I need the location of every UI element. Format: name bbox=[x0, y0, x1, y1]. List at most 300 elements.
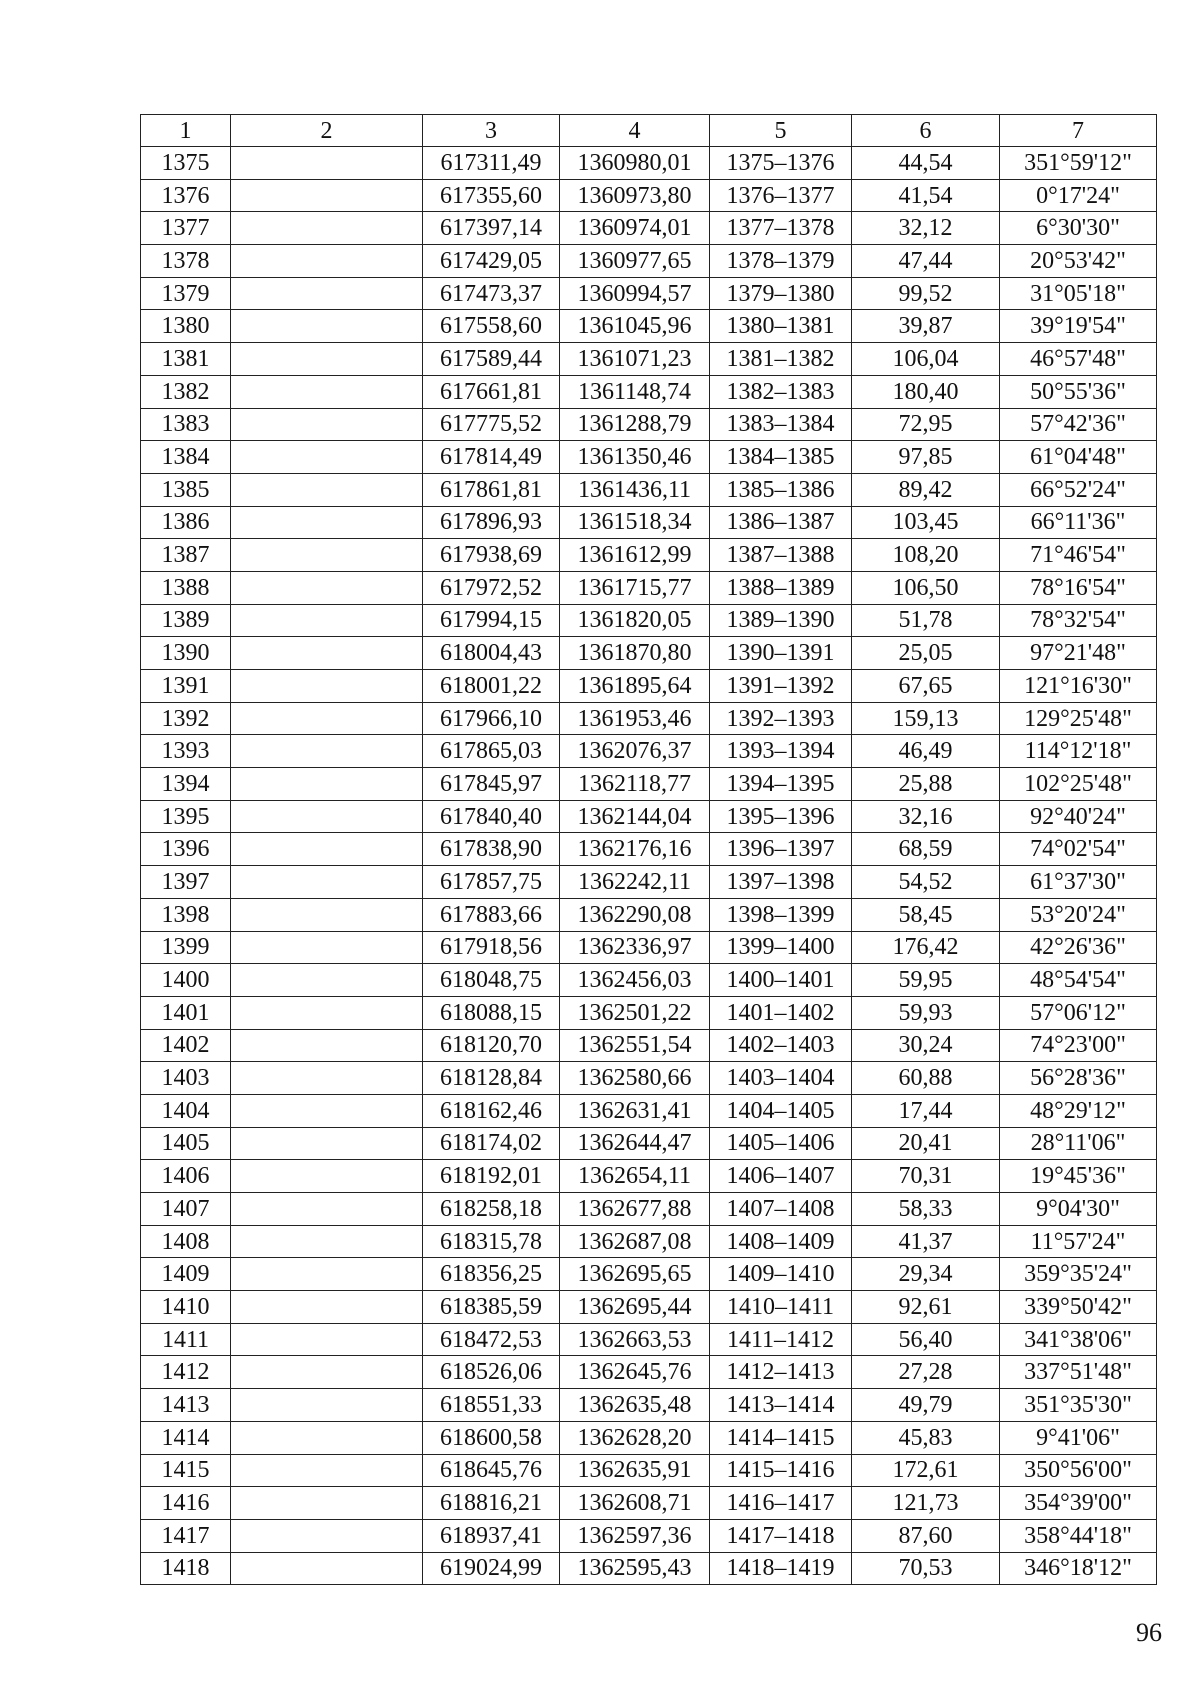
table-row bbox=[141, 1487, 1157, 1520]
table-row bbox=[141, 1258, 1157, 1291]
table-cell-col-3: 618120,70 bbox=[423, 1029, 560, 1062]
table-cell-col-1: 1413 bbox=[141, 1389, 231, 1422]
table-cell-col-6: 172,61 bbox=[852, 1454, 1000, 1487]
table-row bbox=[141, 1029, 1157, 1062]
table-cell-col-1: 1408 bbox=[141, 1225, 231, 1258]
table-cell-col-2 bbox=[231, 1127, 423, 1160]
table-cell-col-2 bbox=[231, 866, 423, 899]
table-cell-col-2 bbox=[231, 1552, 423, 1585]
table-cell-col-6: 67,65 bbox=[852, 670, 1000, 703]
table-cell-col-6: 87,60 bbox=[852, 1519, 1000, 1552]
table-cell-col-4: 1360974,01 bbox=[560, 212, 710, 245]
table-cell-col-4: 1362628,20 bbox=[560, 1421, 710, 1454]
table-cell-col-6: 30,24 bbox=[852, 1029, 1000, 1062]
table-cell-col-3: 617994,15 bbox=[423, 604, 560, 637]
table-cell-col-6: 106,04 bbox=[852, 343, 1000, 376]
table-cell-col-2 bbox=[231, 1062, 423, 1095]
table-cell-col-2 bbox=[231, 179, 423, 212]
table-cell-col-6: 97,85 bbox=[852, 441, 1000, 474]
table-cell-col-6: 60,88 bbox=[852, 1062, 1000, 1095]
table-cell-col-4: 1362635,91 bbox=[560, 1454, 710, 1487]
table-cell-col-3: 617355,60 bbox=[423, 179, 560, 212]
table-cell-col-1: 1412 bbox=[141, 1356, 231, 1389]
table-cell-col-1: 1387 bbox=[141, 539, 231, 572]
table-cell-col-4: 1362580,66 bbox=[560, 1062, 710, 1095]
table-cell-col-6: 32,16 bbox=[852, 800, 1000, 833]
table-cell-col-7: 48°54'54" bbox=[1000, 964, 1157, 997]
table-cell-col-5: 1406–1407 bbox=[710, 1160, 852, 1193]
table-cell-col-3: 618526,06 bbox=[423, 1356, 560, 1389]
table-cell-col-1: 1394 bbox=[141, 768, 231, 801]
table-cell-col-7: 350°56'00" bbox=[1000, 1454, 1157, 1487]
table-cell-col-3: 619024,99 bbox=[423, 1552, 560, 1585]
table-body bbox=[141, 147, 1157, 1585]
table-cell-col-5: 1396–1397 bbox=[710, 833, 852, 866]
table-cell-col-5: 1412–1413 bbox=[710, 1356, 852, 1389]
page-number: 96 bbox=[1136, 1618, 1162, 1647]
table-cell-col-7: 129°25'48" bbox=[1000, 702, 1157, 735]
table-cell-col-5: 1417–1418 bbox=[710, 1519, 852, 1552]
table-row bbox=[141, 931, 1157, 964]
table-cell-col-6: 41,54 bbox=[852, 179, 1000, 212]
table-cell-col-6: 103,45 bbox=[852, 506, 1000, 539]
table-cell-col-3: 617857,75 bbox=[423, 866, 560, 899]
table-cell-col-5: 1385–1386 bbox=[710, 473, 852, 506]
table-cell-col-5: 1403–1404 bbox=[710, 1062, 852, 1095]
table-cell-col-4: 1361350,46 bbox=[560, 441, 710, 474]
table-row bbox=[141, 277, 1157, 310]
table-row bbox=[141, 670, 1157, 703]
table-cell-col-7: 6°30'30" bbox=[1000, 212, 1157, 245]
table-cell-col-1: 1391 bbox=[141, 670, 231, 703]
table-cell-col-5: 1394–1395 bbox=[710, 768, 852, 801]
table-cell-col-6: 25,88 bbox=[852, 768, 1000, 801]
table-row bbox=[141, 441, 1157, 474]
table-cell-col-2 bbox=[231, 375, 423, 408]
table-cell-col-6: 89,42 bbox=[852, 473, 1000, 506]
table-cell-col-5: 1411–1412 bbox=[710, 1323, 852, 1356]
table-row bbox=[141, 147, 1157, 180]
table-cell-col-5: 1386–1387 bbox=[710, 506, 852, 539]
table-cell-col-5: 1393–1394 bbox=[710, 735, 852, 768]
table-cell-col-1: 1396 bbox=[141, 833, 231, 866]
table-cell-col-2 bbox=[231, 604, 423, 637]
table-cell-col-2 bbox=[231, 1160, 423, 1193]
table-cell-col-5: 1395–1396 bbox=[710, 800, 852, 833]
table-cell-col-3: 618004,43 bbox=[423, 637, 560, 670]
table-cell-col-2 bbox=[231, 1029, 423, 1062]
table-cell-col-2 bbox=[231, 996, 423, 1029]
table-cell-col-1: 1397 bbox=[141, 866, 231, 899]
table-cell-col-7: 78°16'54" bbox=[1000, 571, 1157, 604]
column-header-5: 5 bbox=[710, 115, 852, 147]
table-cell-col-5: 1402–1403 bbox=[710, 1029, 852, 1062]
table-cell-col-4: 1361436,11 bbox=[560, 473, 710, 506]
table-cell-col-7: 57°06'12" bbox=[1000, 996, 1157, 1029]
table-row bbox=[141, 1323, 1157, 1356]
table-row bbox=[141, 768, 1157, 801]
table-cell-col-6: 159,13 bbox=[852, 702, 1000, 735]
table-cell-col-1: 1388 bbox=[141, 571, 231, 604]
table-cell-col-2 bbox=[231, 147, 423, 180]
table-cell-col-1: 1415 bbox=[141, 1454, 231, 1487]
table-row bbox=[141, 571, 1157, 604]
table-cell-col-6: 108,20 bbox=[852, 539, 1000, 572]
table-cell-col-7: 337°51'48" bbox=[1000, 1356, 1157, 1389]
table-cell-col-7: 61°04'48" bbox=[1000, 441, 1157, 474]
table-cell-col-1: 1389 bbox=[141, 604, 231, 637]
table-cell-col-2 bbox=[231, 506, 423, 539]
table-cell-col-4: 1362456,03 bbox=[560, 964, 710, 997]
table-cell-col-2 bbox=[231, 539, 423, 572]
table-cell-col-1: 1401 bbox=[141, 996, 231, 1029]
table-cell-col-2 bbox=[231, 702, 423, 735]
table-row bbox=[141, 1356, 1157, 1389]
table-cell-col-6: 56,40 bbox=[852, 1323, 1000, 1356]
table-cell-col-7: 74°02'54" bbox=[1000, 833, 1157, 866]
table-row bbox=[141, 604, 1157, 637]
table-cell-col-6: 20,41 bbox=[852, 1127, 1000, 1160]
table-cell-col-2 bbox=[231, 441, 423, 474]
table-cell-col-2 bbox=[231, 212, 423, 245]
column-header-6: 6 bbox=[852, 115, 1000, 147]
table-cell-col-6: 41,37 bbox=[852, 1225, 1000, 1258]
table-cell-col-7: 11°57'24" bbox=[1000, 1225, 1157, 1258]
table-cell-col-4: 1361870,80 bbox=[560, 637, 710, 670]
table-cell-col-7: 39°19'54" bbox=[1000, 310, 1157, 343]
table-cell-col-6: 106,50 bbox=[852, 571, 1000, 604]
table-cell-col-2 bbox=[231, 1519, 423, 1552]
table-cell-col-7: 57°42'36" bbox=[1000, 408, 1157, 441]
table-cell-col-6: 49,79 bbox=[852, 1389, 1000, 1422]
table-cell-col-3: 617966,10 bbox=[423, 702, 560, 735]
table-cell-col-4: 1362663,53 bbox=[560, 1323, 710, 1356]
table-cell-col-4: 1361953,46 bbox=[560, 702, 710, 735]
table-cell-col-6: 27,28 bbox=[852, 1356, 1000, 1389]
table-cell-col-3: 617473,37 bbox=[423, 277, 560, 310]
table-cell-col-6: 32,12 bbox=[852, 212, 1000, 245]
table-cell-col-4: 1362608,71 bbox=[560, 1487, 710, 1520]
table-cell-col-3: 617861,81 bbox=[423, 473, 560, 506]
table-cell-col-5: 1409–1410 bbox=[710, 1258, 852, 1291]
table-cell-col-4: 1361518,34 bbox=[560, 506, 710, 539]
table-cell-col-4: 1362654,11 bbox=[560, 1160, 710, 1193]
table-cell-col-3: 617311,49 bbox=[423, 147, 560, 180]
table-cell-col-5: 1376–1377 bbox=[710, 179, 852, 212]
table-cell-col-5: 1401–1402 bbox=[710, 996, 852, 1029]
table-cell-col-4: 1362695,65 bbox=[560, 1258, 710, 1291]
table-cell-col-1: 1381 bbox=[141, 343, 231, 376]
table-row bbox=[141, 1519, 1157, 1552]
table-cell-col-4: 1362597,36 bbox=[560, 1519, 710, 1552]
table-cell-col-4: 1362336,97 bbox=[560, 931, 710, 964]
table-row bbox=[141, 245, 1157, 278]
table-cell-col-2 bbox=[231, 1356, 423, 1389]
table-cell-col-7: 92°40'24" bbox=[1000, 800, 1157, 833]
table-cell-col-5: 1410–1411 bbox=[710, 1291, 852, 1324]
table-cell-col-6: 59,93 bbox=[852, 996, 1000, 1029]
table-cell-col-1: 1410 bbox=[141, 1291, 231, 1324]
table-cell-col-4: 1361715,77 bbox=[560, 571, 710, 604]
table-cell-col-2 bbox=[231, 1225, 423, 1258]
table-cell-col-4: 1362631,41 bbox=[560, 1094, 710, 1127]
table-cell-col-1: 1406 bbox=[141, 1160, 231, 1193]
table-cell-col-2 bbox=[231, 1389, 423, 1422]
table-cell-col-3: 618356,25 bbox=[423, 1258, 560, 1291]
table-cell-col-5: 1416–1417 bbox=[710, 1487, 852, 1520]
table-cell-col-5: 1413–1414 bbox=[710, 1389, 852, 1422]
table-cell-col-2 bbox=[231, 571, 423, 604]
table-cell-col-5: 1375–1376 bbox=[710, 147, 852, 180]
table-cell-col-3: 617896,93 bbox=[423, 506, 560, 539]
table-cell-col-3: 617865,03 bbox=[423, 735, 560, 768]
table-row bbox=[141, 702, 1157, 735]
table-cell-col-7: 71°46'54" bbox=[1000, 539, 1157, 572]
table-cell-col-1: 1380 bbox=[141, 310, 231, 343]
table-row bbox=[141, 1454, 1157, 1487]
table-cell-col-7: 341°38'06" bbox=[1000, 1323, 1157, 1356]
table-row bbox=[141, 800, 1157, 833]
table-cell-col-2 bbox=[231, 1454, 423, 1487]
table-cell-col-3: 617429,05 bbox=[423, 245, 560, 278]
column-header-7: 7 bbox=[1000, 115, 1157, 147]
table-cell-col-5: 1408–1409 bbox=[710, 1225, 852, 1258]
table-cell-col-2 bbox=[231, 670, 423, 703]
table-cell-col-6: 59,95 bbox=[852, 964, 1000, 997]
table-cell-col-5: 1414–1415 bbox=[710, 1421, 852, 1454]
table-cell-col-3: 617558,60 bbox=[423, 310, 560, 343]
table-cell-col-1: 1403 bbox=[141, 1062, 231, 1095]
table-cell-col-4: 1361612,99 bbox=[560, 539, 710, 572]
table-row bbox=[141, 996, 1157, 1029]
table-cell-col-3: 618001,22 bbox=[423, 670, 560, 703]
table-cell-col-6: 121,73 bbox=[852, 1487, 1000, 1520]
table-cell-col-3: 618472,53 bbox=[423, 1323, 560, 1356]
table-cell-col-5: 1383–1384 bbox=[710, 408, 852, 441]
table-cell-col-3: 618551,33 bbox=[423, 1389, 560, 1422]
table-cell-col-6: 58,33 bbox=[852, 1193, 1000, 1226]
table-row bbox=[141, 964, 1157, 997]
table-cell-col-5: 1404–1405 bbox=[710, 1094, 852, 1127]
table-cell-col-2 bbox=[231, 1487, 423, 1520]
table-row bbox=[141, 1225, 1157, 1258]
table-row bbox=[141, 898, 1157, 931]
table-cell-col-1: 1409 bbox=[141, 1258, 231, 1291]
column-header-2: 2 bbox=[231, 115, 423, 147]
table-cell-col-7: 53°20'24" bbox=[1000, 898, 1157, 931]
table-cell-col-5: 1405–1406 bbox=[710, 1127, 852, 1160]
table-cell-col-1: 1418 bbox=[141, 1552, 231, 1585]
table-cell-col-4: 1362076,37 bbox=[560, 735, 710, 768]
table-cell-col-6: 44,54 bbox=[852, 147, 1000, 180]
table-cell-col-7: 9°41'06" bbox=[1000, 1421, 1157, 1454]
table-cell-col-2 bbox=[231, 637, 423, 670]
table-cell-col-2 bbox=[231, 931, 423, 964]
table-cell-col-4: 1362645,76 bbox=[560, 1356, 710, 1389]
table-cell-col-7: 28°11'06" bbox=[1000, 1127, 1157, 1160]
table-row bbox=[141, 1552, 1157, 1585]
table-cell-col-4: 1362290,08 bbox=[560, 898, 710, 931]
table-cell-col-1: 1402 bbox=[141, 1029, 231, 1062]
table-cell-col-3: 618645,76 bbox=[423, 1454, 560, 1487]
table-cell-col-7: 66°11'36" bbox=[1000, 506, 1157, 539]
table-cell-col-5: 1399–1400 bbox=[710, 931, 852, 964]
table-row bbox=[141, 179, 1157, 212]
table-cell-col-2 bbox=[231, 964, 423, 997]
table-cell-col-4: 1362176,16 bbox=[560, 833, 710, 866]
table-cell-col-4: 1361820,05 bbox=[560, 604, 710, 637]
table-cell-col-6: 51,78 bbox=[852, 604, 1000, 637]
table-row bbox=[141, 473, 1157, 506]
table-cell-col-6: 45,83 bbox=[852, 1421, 1000, 1454]
table-cell-col-4: 1362118,77 bbox=[560, 768, 710, 801]
table-cell-col-5: 1392–1393 bbox=[710, 702, 852, 735]
table-cell-col-3: 618816,21 bbox=[423, 1487, 560, 1520]
table-cell-col-6: 17,44 bbox=[852, 1094, 1000, 1127]
table-cell-col-5: 1391–1392 bbox=[710, 670, 852, 703]
table-cell-col-3: 618600,58 bbox=[423, 1421, 560, 1454]
table-cell-col-5: 1407–1408 bbox=[710, 1193, 852, 1226]
table-cell-col-7: 359°35'24" bbox=[1000, 1258, 1157, 1291]
table-cell-col-3: 617840,40 bbox=[423, 800, 560, 833]
table-header-row bbox=[141, 115, 1157, 147]
table-cell-col-3: 617838,90 bbox=[423, 833, 560, 866]
table-row bbox=[141, 212, 1157, 245]
column-header-3: 3 bbox=[423, 115, 560, 147]
table-cell-col-4: 1361148,74 bbox=[560, 375, 710, 408]
table-cell-col-3: 617661,81 bbox=[423, 375, 560, 408]
table-cell-col-7: 114°12'18" bbox=[1000, 735, 1157, 768]
table-cell-col-3: 618385,59 bbox=[423, 1291, 560, 1324]
table-cell-col-1: 1407 bbox=[141, 1193, 231, 1226]
table-cell-col-1: 1411 bbox=[141, 1323, 231, 1356]
table-cell-col-4: 1362551,54 bbox=[560, 1029, 710, 1062]
table-cell-col-7: 351°59'12" bbox=[1000, 147, 1157, 180]
table-cell-col-7: 74°23'00" bbox=[1000, 1029, 1157, 1062]
table-cell-col-7: 0°17'24" bbox=[1000, 179, 1157, 212]
table-row bbox=[141, 1389, 1157, 1422]
table-cell-col-4: 1362687,08 bbox=[560, 1225, 710, 1258]
table-cell-col-3: 617918,56 bbox=[423, 931, 560, 964]
table-cell-col-2 bbox=[231, 1193, 423, 1226]
table-cell-col-1: 1405 bbox=[141, 1127, 231, 1160]
table-cell-col-5: 1384–1385 bbox=[710, 441, 852, 474]
table-cell-col-5: 1400–1401 bbox=[710, 964, 852, 997]
table-cell-col-5: 1380–1381 bbox=[710, 310, 852, 343]
table-cell-col-3: 618192,01 bbox=[423, 1160, 560, 1193]
table-cell-col-1: 1386 bbox=[141, 506, 231, 539]
table-row bbox=[141, 375, 1157, 408]
table-cell-col-1: 1377 bbox=[141, 212, 231, 245]
table-cell-col-2 bbox=[231, 768, 423, 801]
coordinates-table bbox=[140, 114, 1157, 1585]
table-cell-col-6: 176,42 bbox=[852, 931, 1000, 964]
table-cell-col-2 bbox=[231, 1291, 423, 1324]
table-cell-col-6: 46,49 bbox=[852, 735, 1000, 768]
table-cell-col-4: 1361895,64 bbox=[560, 670, 710, 703]
table-cell-col-1: 1384 bbox=[141, 441, 231, 474]
table-cell-col-2 bbox=[231, 408, 423, 441]
table-cell-col-7: 48°29'12" bbox=[1000, 1094, 1157, 1127]
table-cell-col-5: 1382–1383 bbox=[710, 375, 852, 408]
table-cell-col-2 bbox=[231, 277, 423, 310]
table-cell-col-2 bbox=[231, 473, 423, 506]
table-cell-col-1: 1382 bbox=[141, 375, 231, 408]
table-cell-col-7: 121°16'30" bbox=[1000, 670, 1157, 703]
table-row bbox=[141, 866, 1157, 899]
table-cell-col-4: 1360973,80 bbox=[560, 179, 710, 212]
table-cell-col-3: 617845,97 bbox=[423, 768, 560, 801]
table-cell-col-7: 61°37'30" bbox=[1000, 866, 1157, 899]
table-cell-col-7: 31°05'18" bbox=[1000, 277, 1157, 310]
table-cell-col-1: 1390 bbox=[141, 637, 231, 670]
table-cell-col-5: 1378–1379 bbox=[710, 245, 852, 278]
table-cell-col-6: 54,52 bbox=[852, 866, 1000, 899]
table-cell-col-5: 1387–1388 bbox=[710, 539, 852, 572]
table-cell-col-4: 1362595,43 bbox=[560, 1552, 710, 1585]
table-cell-col-3: 617397,14 bbox=[423, 212, 560, 245]
table-cell-col-3: 618088,15 bbox=[423, 996, 560, 1029]
table-cell-col-7: 358°44'18" bbox=[1000, 1519, 1157, 1552]
table-row bbox=[141, 1094, 1157, 1127]
table-cell-col-1: 1383 bbox=[141, 408, 231, 441]
table-cell-col-2 bbox=[231, 245, 423, 278]
table-row bbox=[141, 506, 1157, 539]
table-cell-col-2 bbox=[231, 1323, 423, 1356]
table-cell-col-4: 1361288,79 bbox=[560, 408, 710, 441]
table-cell-col-1: 1416 bbox=[141, 1487, 231, 1520]
table-row bbox=[141, 637, 1157, 670]
table-cell-col-7: 97°21'48" bbox=[1000, 637, 1157, 670]
table-row bbox=[141, 1421, 1157, 1454]
table-cell-col-3: 618937,41 bbox=[423, 1519, 560, 1552]
table-row bbox=[141, 539, 1157, 572]
table-cell-col-3: 618162,46 bbox=[423, 1094, 560, 1127]
table-cell-col-7: 20°53'42" bbox=[1000, 245, 1157, 278]
table-cell-col-6: 72,95 bbox=[852, 408, 1000, 441]
table-cell-col-7: 50°55'36" bbox=[1000, 375, 1157, 408]
table-cell-col-2 bbox=[231, 898, 423, 931]
table-cell-col-3: 618258,18 bbox=[423, 1193, 560, 1226]
table-row bbox=[141, 1127, 1157, 1160]
table-cell-col-2 bbox=[231, 343, 423, 376]
table-cell-col-1: 1404 bbox=[141, 1094, 231, 1127]
table-cell-col-7: 19°45'36" bbox=[1000, 1160, 1157, 1193]
table-cell-col-3: 617814,49 bbox=[423, 441, 560, 474]
table-cell-col-5: 1397–1398 bbox=[710, 866, 852, 899]
table-cell-col-6: 68,59 bbox=[852, 833, 1000, 866]
table-cell-col-5: 1381–1382 bbox=[710, 343, 852, 376]
table-cell-col-7: 56°28'36" bbox=[1000, 1062, 1157, 1095]
table-cell-col-1: 1400 bbox=[141, 964, 231, 997]
table-cell-col-3: 618128,84 bbox=[423, 1062, 560, 1095]
table-cell-col-6: 70,31 bbox=[852, 1160, 1000, 1193]
table-cell-col-4: 1362677,88 bbox=[560, 1193, 710, 1226]
table-cell-col-4: 1361071,23 bbox=[560, 343, 710, 376]
table-cell-col-4: 1361045,96 bbox=[560, 310, 710, 343]
table-cell-col-6: 70,53 bbox=[852, 1552, 1000, 1585]
table-cell-col-2 bbox=[231, 1421, 423, 1454]
table-cell-col-3: 617883,66 bbox=[423, 898, 560, 931]
table-cell-col-7: 42°26'36" bbox=[1000, 931, 1157, 964]
table-cell-col-7: 339°50'42" bbox=[1000, 1291, 1157, 1324]
table-cell-col-1: 1414 bbox=[141, 1421, 231, 1454]
table-cell-col-6: 92,61 bbox=[852, 1291, 1000, 1324]
table-cell-col-2 bbox=[231, 310, 423, 343]
table-cell-col-3: 618174,02 bbox=[423, 1127, 560, 1160]
table-cell-col-2 bbox=[231, 1258, 423, 1291]
table-row bbox=[141, 1160, 1157, 1193]
